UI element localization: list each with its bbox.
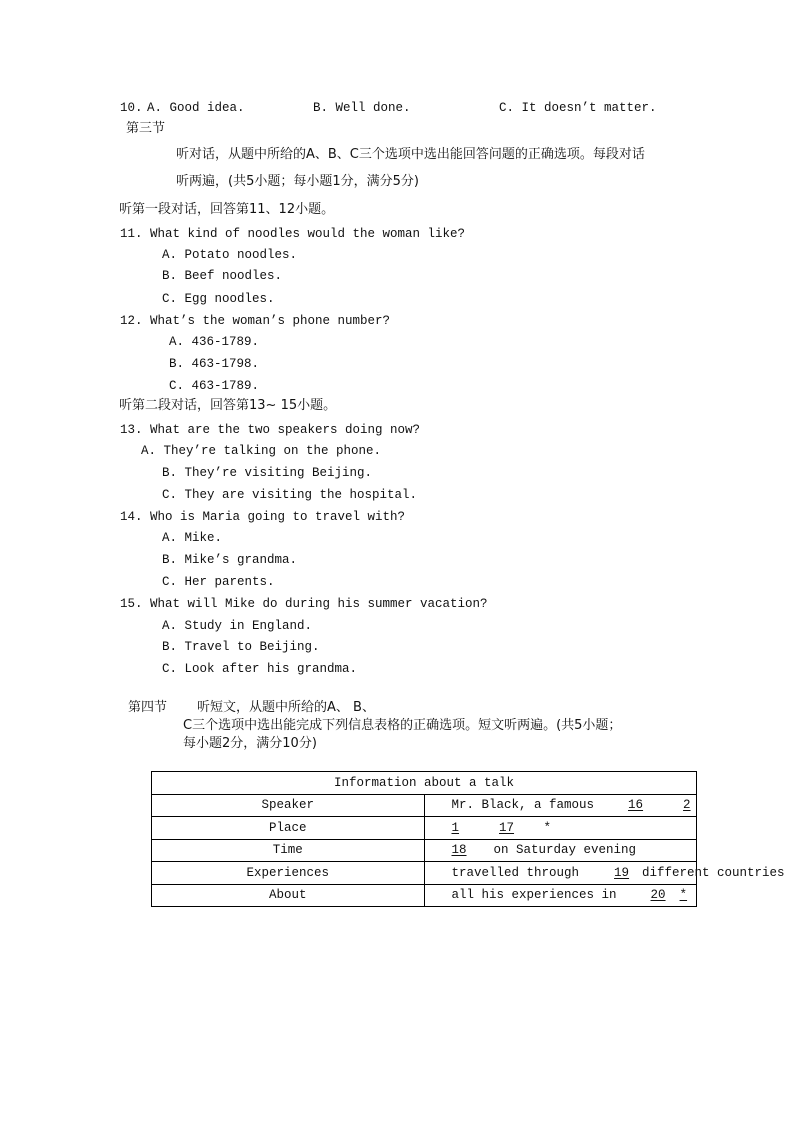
question-15-option-a: A. Study in England.: [162, 619, 313, 633]
table-row: [152, 862, 697, 885]
blank-18: 18: [451, 843, 467, 857]
question-10-option-b: B. Well done.: [313, 101, 411, 115]
question-11: 11. What kind of noodles would the woman like?: [120, 227, 466, 241]
information-table: [151, 771, 785, 907]
question-13-option-c: C. They are visiting the hospital.: [162, 488, 418, 502]
table-header-row: [152, 772, 697, 795]
blank-17: 1 17: [451, 820, 515, 835]
question-12-option-b: B. 463-1798.: [169, 357, 260, 371]
row-label-time: Time: [152, 839, 425, 862]
question-12: 12. What’s the woman’s phone number?: [120, 314, 391, 328]
question-10-option-c: C. It doesn’t matter.: [499, 101, 657, 115]
row-label-place: Place: [152, 817, 425, 840]
question-14-option-a: A. Mike.: [162, 531, 223, 545]
question-10-option-a: A. Good idea.: [147, 101, 245, 115]
row-value-about: all his experiences in 20 *: [424, 884, 697, 907]
row-value-speaker: [424, 794, 697, 817]
row-label-about: About: [152, 884, 425, 907]
blank-20: 20 *: [650, 888, 688, 902]
question-15-option-c: C. Look after his grandma.: [162, 662, 358, 676]
row-value-time: 18 on Saturday evening: [424, 839, 697, 862]
section-3-instruction-line-1: 听对话，从题中所给的A、B、C三个选项中选出能回答问题的正确选项。每段对话: [176, 147, 645, 162]
question-13-option-b: B. They’re visiting Beijing.: [162, 466, 373, 480]
section-4-instruction-line-1: 听短文，从题中所给的A、 B、: [197, 700, 375, 715]
row-pre-text: Mr. Black, a famous: [451, 798, 595, 812]
question-10-number: 10.: [120, 101, 143, 115]
dialog-2-heading: 听第二段对话，回答第13~ 15小题。: [119, 398, 337, 413]
question-14-option-b: B. Mike’s grandma.: [162, 553, 298, 567]
section-4-title: 第四节: [128, 700, 168, 715]
question-11-option-b: B. Beef noodles.: [162, 269, 283, 283]
question-11-option-a: A. Potato noodles.: [162, 248, 298, 262]
section-3-title: 第三节: [126, 121, 166, 136]
blank-19: 19: [614, 865, 630, 880]
row-label-experiences: Experiences: [152, 862, 425, 885]
row-value-experiences: travelled through 19 different countries: [424, 862, 697, 885]
row-label-speaker: Speaker: [152, 794, 425, 817]
table-row: [152, 817, 697, 840]
table-row: [152, 794, 697, 817]
question-13: 13. What are the two speakers doing now?: [120, 423, 421, 437]
question-15: 15. What will Mike do during his summer vacation?: [120, 597, 488, 611]
question-12-option-a: A. 436-1789.: [169, 335, 260, 349]
blank-16: 16 2: [628, 798, 691, 812]
section-4-instruction-line-2: C三个选项中选出能完成下列信息表格的正确选项。短文听两遍。(共5小题；: [183, 718, 622, 733]
question-12-option-c: C. 463-1789.: [169, 379, 260, 393]
question-13-option-a: A. They’re talking on the phone.: [141, 444, 382, 458]
table-row: [152, 884, 697, 907]
dialog-1-heading: 听第一段对话，回答第11、12小题。: [119, 202, 335, 217]
question-15-option-b: B. Travel to Beijing.: [162, 640, 320, 654]
section-3-instruction-line-2: 听两遍，(共5小题；每小题1分，满分5分): [176, 174, 419, 189]
table-row: [152, 839, 697, 862]
question-11-option-c: C. Egg noodles.: [162, 292, 275, 306]
row-value-place: 1 17 *: [424, 817, 697, 840]
section-4-instruction-line-3: 每小题2分，满分10分): [183, 736, 317, 751]
table-header: Information about a talk: [152, 772, 697, 795]
question-14-option-c: C. Her parents.: [162, 575, 275, 589]
question-14: 14. Who is Maria going to travel with?: [120, 510, 406, 524]
